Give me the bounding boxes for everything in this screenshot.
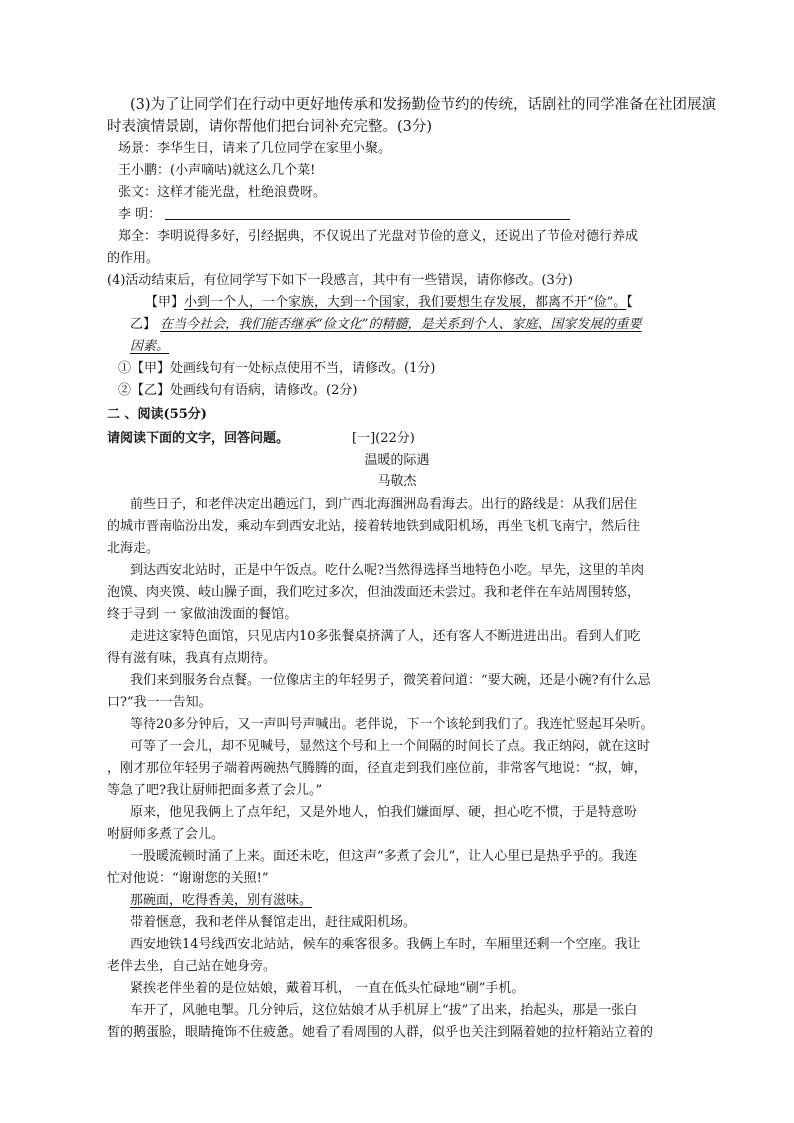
article-line: 那碗面，吃得香美，别有滋味。 — [130, 893, 313, 908]
q4-yi-label-b: 乙】 — [130, 317, 157, 332]
q3-wang: 王小鹏：(小声嘀咕)就这么几个菜! — [118, 163, 316, 178]
q3-zheng1: 郑全：李明说得多好，引经据典，不仅说出了光盘对节俭的意义，还说出了节俭对德行养成 — [118, 229, 639, 244]
article-line: 终于寻到 一 家做油泼面的餐馆。 — [107, 607, 298, 622]
article-line: 到达西安北站时，正是中午饭点。吃什么呢?当然得选择当地特色小吃。早先，这里的羊肉 — [130, 563, 644, 578]
article-line: 泡馍、肉夹馍、岐山臊子面，我们吃过多次，但油泼面还未尝过。我和老伴在车站周围转悠， — [107, 585, 641, 600]
article-line: 咐厨师多煮了会儿。 — [107, 827, 225, 842]
article-line: 前些日子，和老伴决定出趟远门，到广西北海涠洲岛看海去。出行的路线是：从我们居住 — [130, 497, 638, 512]
article-line: 的城市晋南临汾出发，乘动车到西安北站，接着转地铁到咸阳机场，再坐飞机飞南宁，然后往 — [107, 519, 641, 534]
article-line: 走进这家特色面馆，只见店内10多张餐桌挤满了人，还有客人不断进进出出。看到人们吃 — [130, 629, 641, 644]
answer-blank[interactable] — [165, 206, 570, 220]
article-line: 北海走。 — [107, 541, 160, 556]
q4-jia-label: 【甲】 — [145, 295, 185, 310]
q3-line2: 时表演情景剧，请你帮他们把台词补充完整。(3分) — [107, 119, 433, 135]
article-line: 带着惬意，我和老伴从餐馆走出，赶往咸阳机场。 — [130, 915, 417, 930]
article-line: 等急了吧?我让厨师把面多煮了会儿。” — [107, 783, 323, 798]
q3-zheng2: 的作用。 — [107, 251, 160, 266]
article-author: 马敬杰 — [377, 474, 417, 489]
q4-intro: (4)活动结束后，有位同学写下如下一段感言，其中有一些错误，请你修改。(3分) — [107, 273, 573, 288]
article-line: 我们来到服务台点餐。一位像店主的年轻男子，微笑着问道：“要大碗，还是小碗?有什么忌 — [130, 673, 651, 688]
q4-yi-text-a: 在当今社会，我们能否继承“俭文化”的精髓，是关系到个人、家庭、国家发展的重要 — [160, 317, 642, 332]
article-line: 可等了一会儿，却不见喊号，显然这个号和上一个间隔的时间长了点。我正纳闷，就在这时 — [130, 739, 651, 754]
article-line: 皙的鹅蛋脸，眼睛掩饰不住疲惫。她看了看周围的人群，似乎也关注到隔着她的拉杆箱站立着的 — [107, 1025, 654, 1040]
q4-yi-line2 — [130, 337, 169, 357]
q4-yi-line — [130, 315, 641, 335]
article-line: 忙对他说：“谢谢您的关照!” — [107, 871, 269, 886]
q4-sub1: ①【甲】处画线句有一处标点使用不当，请修改。(1分) — [118, 361, 436, 376]
article-title: 温暖的际遇 — [364, 453, 430, 468]
article-line: ，刚才那位年轻男子端着两碗热气腾腾的面，径直走到我们座位前，非常客气地说：“叔，婶， — [107, 761, 647, 776]
q3-zhang: 张文：这样才能光盘，杜绝浪费呀。 — [118, 185, 327, 200]
article-line: 得有滋有味，我真有点期待。 — [107, 651, 277, 666]
q4-yi-text-b: 因素。 — [130, 339, 170, 354]
q4-jia-text: 小到一个人，一个家族，大到一个国家，我们要想生存发展，都离不开“俭”。 — [184, 295, 627, 310]
section-part: [一](22分) — [352, 431, 415, 446]
section-heading: 二 、阅读(55分) — [107, 407, 207, 422]
q4-sub2: ②【乙】处画线句有语病，请修改。(2分) — [118, 383, 358, 398]
article-line: 一股暖流顿时涌了上来。面还未吃，但这声“多煮了会儿”，让人心里已是热乎乎的。我连 — [130, 849, 638, 864]
article-line: 紧挨老伴坐着的是位姑娘，戴着耳机， 一直在低头忙碌地“刷”手机。 — [130, 981, 525, 996]
q3-li-line — [118, 205, 570, 225]
article-line: 原来，他见我俩上了点年纪，又是外地人，怕我们嫌面厚、硬，担心吃不惯，于是特意吩 — [130, 805, 638, 820]
q4-yi-label-a: 【 — [626, 295, 633, 310]
q4-jia-line — [145, 293, 633, 313]
article-line: 等待20多分钟后，又一声叫号声喊出。老伴说，下一个该轮到我们了。我连忙竖起耳朵听。 — [130, 717, 654, 732]
section-instruction: 请阅读下面的文字，回答问题。 — [107, 431, 290, 446]
article-line: 西安地铁14号线西安北站站，候车的乘客很多。我俩上车时，车厢里还剩一个空座。我让 — [130, 937, 641, 952]
article-line: 口?”我一一告知。 — [107, 695, 212, 710]
q3-li-label: 李 明： — [118, 207, 162, 222]
q3-line1: (3)为了让同学们在行动中更好地传承和发扬勤俭节约的传统，话剧社的同学准备在社团展演 — [130, 97, 717, 113]
article-line: 车开了，风驰电掣。几分钟后，这位姑娘才从手机屏上“拔”了出来，抬起头，那是一张白 — [130, 1003, 638, 1018]
q3-scene: 场景：李华生日，请来了几位同学在家里小聚。 — [118, 141, 392, 156]
article-line: 老伴去坐，自己站在她身旁。 — [107, 959, 277, 974]
